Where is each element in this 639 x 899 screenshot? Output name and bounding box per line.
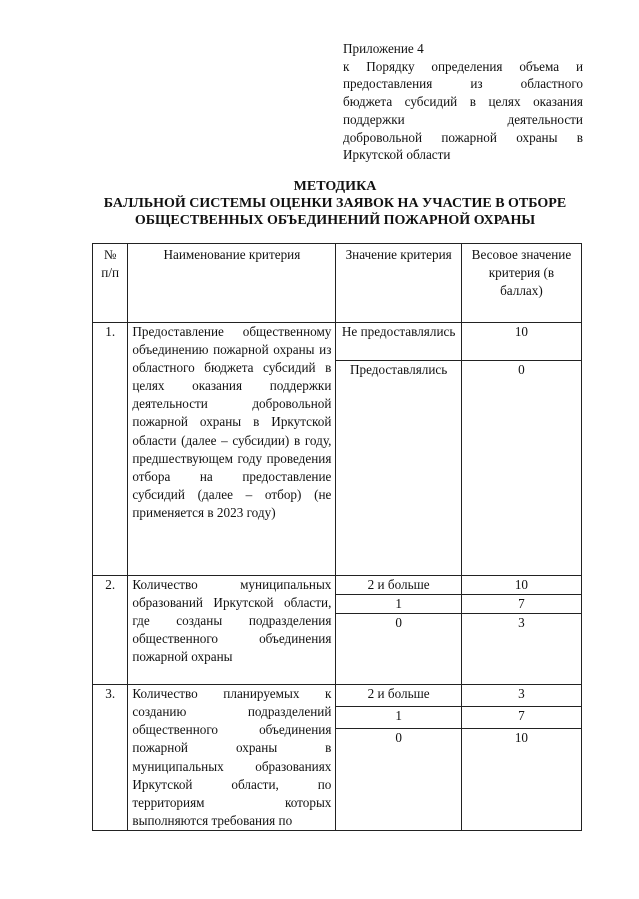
criterion-name: Количество планируемых к созданию подразделений общественного объединения пожарной охраны в муниципальных образованиях Иркутской области, по территориям которых выполняются требования по: [128, 685, 336, 831]
header-num: № п/п: [93, 244, 128, 323]
table-header-row: [93, 244, 582, 323]
criterion-score: 7: [461, 595, 581, 614]
criterion-value: Предоставлялись: [336, 361, 461, 576]
criterion-value: 1: [336, 595, 461, 614]
appendix-line: к Порядку определения объема и: [343, 58, 583, 74]
criterion-name: Предоставление общественному объединению пожарной охраны из областного бюджета субсидий в целях оказания поддержки деятельности добровольной пожарной охраны в Иркутской области (далее – субсидии) в году, предшествующем году проведения отбора на предоставление субсидий (далее – отбор) (не применяется в 2023 году): [128, 323, 336, 576]
criterion-value: 0: [336, 728, 461, 830]
appendix-line: Иркутской области: [343, 147, 451, 163]
criterion-score: 10: [461, 323, 581, 361]
appendix-line: Приложение 4: [343, 41, 424, 56]
appendix-line: предоставления из областного: [343, 76, 583, 92]
table-row: [93, 576, 582, 595]
table-row: [93, 323, 582, 361]
appendix-line: поддержки деятельности: [343, 111, 583, 127]
criteria-table: [92, 243, 582, 831]
criterion-name: Количество муниципальных образований Иркутской области, где созданы подразделения общественного объединения пожарной охраны: [128, 576, 336, 685]
appendix-line: добровольной пожарной охраны в: [343, 129, 583, 145]
criterion-value: 2 и больше: [336, 576, 461, 595]
criterion-value: 2 и больше: [336, 685, 461, 707]
row-number: 1.: [93, 323, 128, 576]
header-weight: Весовое значение критерия (в баллах): [461, 244, 581, 323]
heading-title: МЕТОДИКА: [293, 179, 377, 194]
heading-subtitle-line: ОБЩЕСТВЕННЫХ ОБЪЕДИНЕНИЙ ПОЖАРНОЙ ОХРАНЫ: [134, 213, 536, 228]
table-row: [93, 685, 582, 707]
appendix-line: бюджета субсидий в целях оказания: [343, 94, 583, 110]
criterion-score: 3: [461, 614, 581, 685]
criterion-value: Не предоставлялись: [336, 323, 461, 361]
criterion-score: 3: [461, 685, 581, 707]
row-number: 2.: [93, 576, 128, 685]
heading-subtitle-line: БАЛЛЬНОЙ СИСТЕМЫ ОЦЕНКИ ЗАЯВОК НА УЧАСТИЕ В ОТБОРЕ: [103, 196, 567, 211]
criterion-score: 10: [461, 576, 581, 595]
criterion-score: 0: [461, 361, 581, 576]
document-heading: [60, 178, 610, 229]
criterion-value: 0: [336, 614, 461, 685]
header-value: Значение критерия: [336, 244, 461, 323]
appendix-block: [343, 40, 583, 164]
criterion-score: 7: [461, 707, 581, 729]
criterion-score: 10: [461, 728, 581, 830]
header-name: Наименование критерия: [128, 244, 336, 323]
criterion-value: 1: [336, 707, 461, 729]
row-number: 3.: [93, 685, 128, 831]
